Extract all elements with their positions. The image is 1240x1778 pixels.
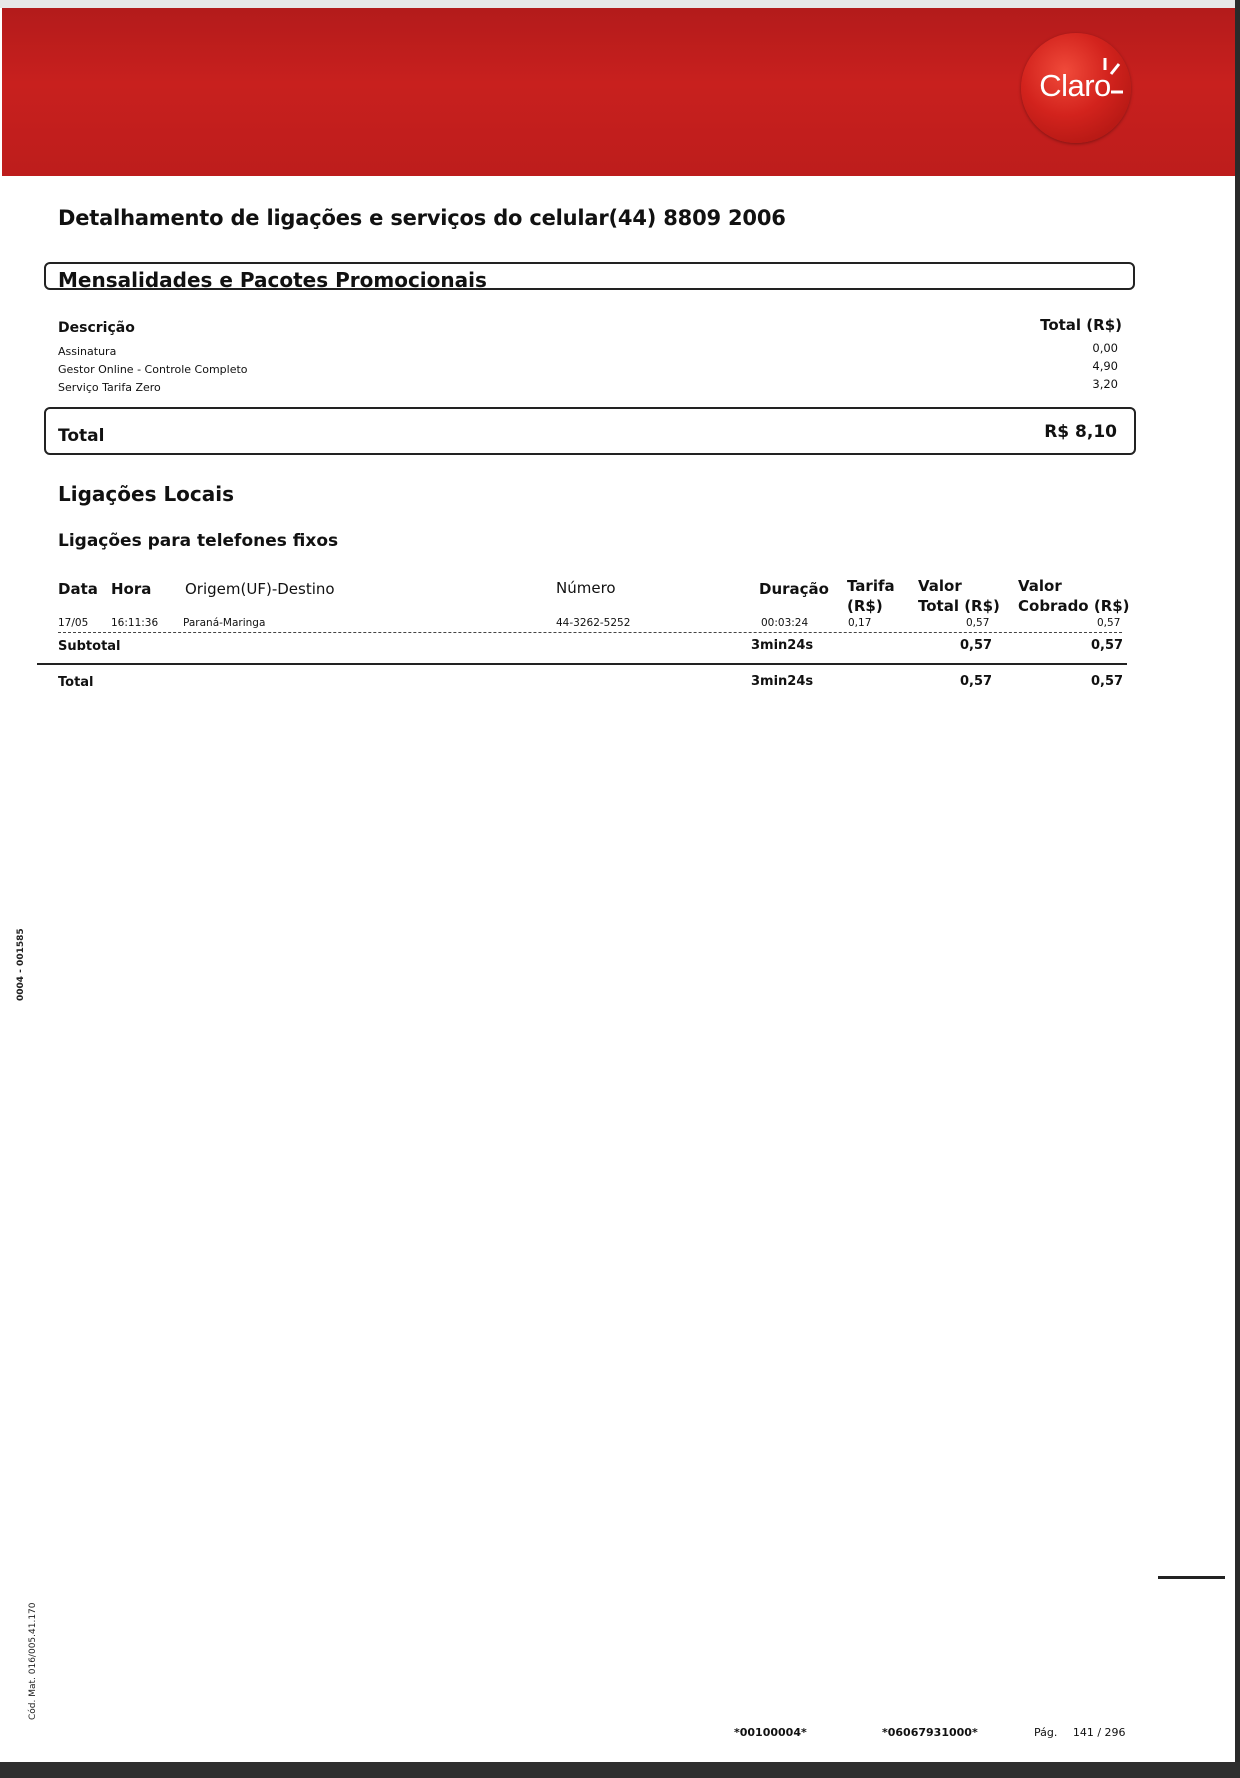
- side-sequence-code: 0004 - 001585: [16, 928, 26, 1001]
- tarifa-column-header: [847, 576, 895, 616]
- scan-border-right: [1235, 0, 1240, 1778]
- service-item-value: 3,20: [1092, 377, 1118, 391]
- scan-border-bottom: [0, 1762, 1240, 1778]
- telefones-fixos-subheading: Ligações para telefones fixos: [58, 531, 339, 551]
- ligacoes-total-valor-total: 0,57: [960, 674, 993, 689]
- side-material-code: Cód. Mat. 016/005.41.170: [28, 1602, 38, 1720]
- mensalidades-total-label: Total: [58, 426, 105, 446]
- valor-cobrado-header-line2: Cobrado (R$): [1018, 597, 1130, 615]
- subtotal-duracao: 3min24s: [751, 638, 814, 653]
- ligacoes-total-label: Total: [58, 675, 94, 690]
- table-total-divider: [37, 663, 1127, 665]
- tarifa-header-line2: (R$): [847, 597, 883, 615]
- service-item-name: Serviço Tarifa Zero: [58, 381, 161, 394]
- valor-cobrado-header-line1: Valor: [1018, 577, 1062, 595]
- call-tarifa: 0,17: [848, 617, 872, 629]
- valor-total-header-line2: Total (R$): [918, 597, 1000, 615]
- call-date: 17/05: [58, 617, 89, 629]
- valor-cobrado-column-header: [1018, 576, 1130, 616]
- mensalidades-section-title: Mensalidades e Pacotes Promocionais: [58, 268, 487, 292]
- service-item-name: Gestor Online - Controle Completo: [58, 363, 248, 376]
- hora-column-header: Hora: [111, 580, 152, 598]
- valor-total-header-line1: Valor: [918, 577, 962, 595]
- claro-logo-text: Claro: [1039, 68, 1111, 103]
- mensalidades-total-value: R$ 8,10: [1044, 422, 1117, 442]
- subtotal-valor-cobrado: 0,57: [1091, 638, 1124, 653]
- page-number: [1034, 1726, 1126, 1739]
- ligacoes-total-duracao: 3min24s: [751, 674, 814, 689]
- call-time: 16:11:36: [111, 617, 159, 629]
- call-number: 44-3262-5252: [556, 617, 631, 629]
- call-valor-cobrado: 0,57: [1097, 617, 1121, 629]
- scan-border-top: [0, 0, 1240, 8]
- service-list: [58, 343, 248, 397]
- mensalidades-total-box: [44, 407, 1136, 455]
- margin-mark: [1158, 1576, 1225, 1579]
- footer-barcode-1: *00100004*: [734, 1726, 807, 1739]
- call-row-divider: [58, 632, 1122, 633]
- data-column-header: Data: [58, 580, 98, 598]
- descricao-column-header: Descrição: [58, 320, 135, 336]
- subtotal-valor-total: 0,57: [960, 638, 993, 653]
- service-item-value: 0,00: [1092, 341, 1118, 355]
- service-values: [1092, 339, 1118, 393]
- numero-column-header: Número: [556, 579, 616, 597]
- logo-rays-icon: [1097, 52, 1137, 112]
- page-title: Detalhamento de ligações e serviços do celular(44) 8809 2006: [58, 206, 786, 230]
- service-item-value: 4,90: [1092, 359, 1118, 373]
- ligacoes-total-valor-cobrado: 0,57: [1091, 674, 1124, 689]
- total-column-header: Total (R$): [1040, 316, 1122, 334]
- call-origin-destination: Paraná-Maringa: [183, 617, 266, 629]
- ligacoes-locais-heading: Ligações Locais: [58, 482, 235, 506]
- valor-total-column-header: [918, 576, 1000, 616]
- call-valor-total: 0,57: [966, 617, 990, 629]
- service-item-name: Assinatura: [58, 345, 117, 358]
- call-duration: 00:03:24: [761, 617, 809, 629]
- page-value: 141 / 296: [1072, 1726, 1126, 1739]
- subtotal-label: Subtotal: [58, 639, 121, 654]
- footer-barcode-2: *06067931000*: [882, 1726, 978, 1739]
- page-label: Pág.: [1034, 1726, 1058, 1739]
- origem-destino-column-header: Origem(UF)-Destino: [185, 580, 335, 598]
- duracao-column-header: Duração: [759, 580, 829, 598]
- tarifa-header-line1: Tarifa: [847, 577, 895, 595]
